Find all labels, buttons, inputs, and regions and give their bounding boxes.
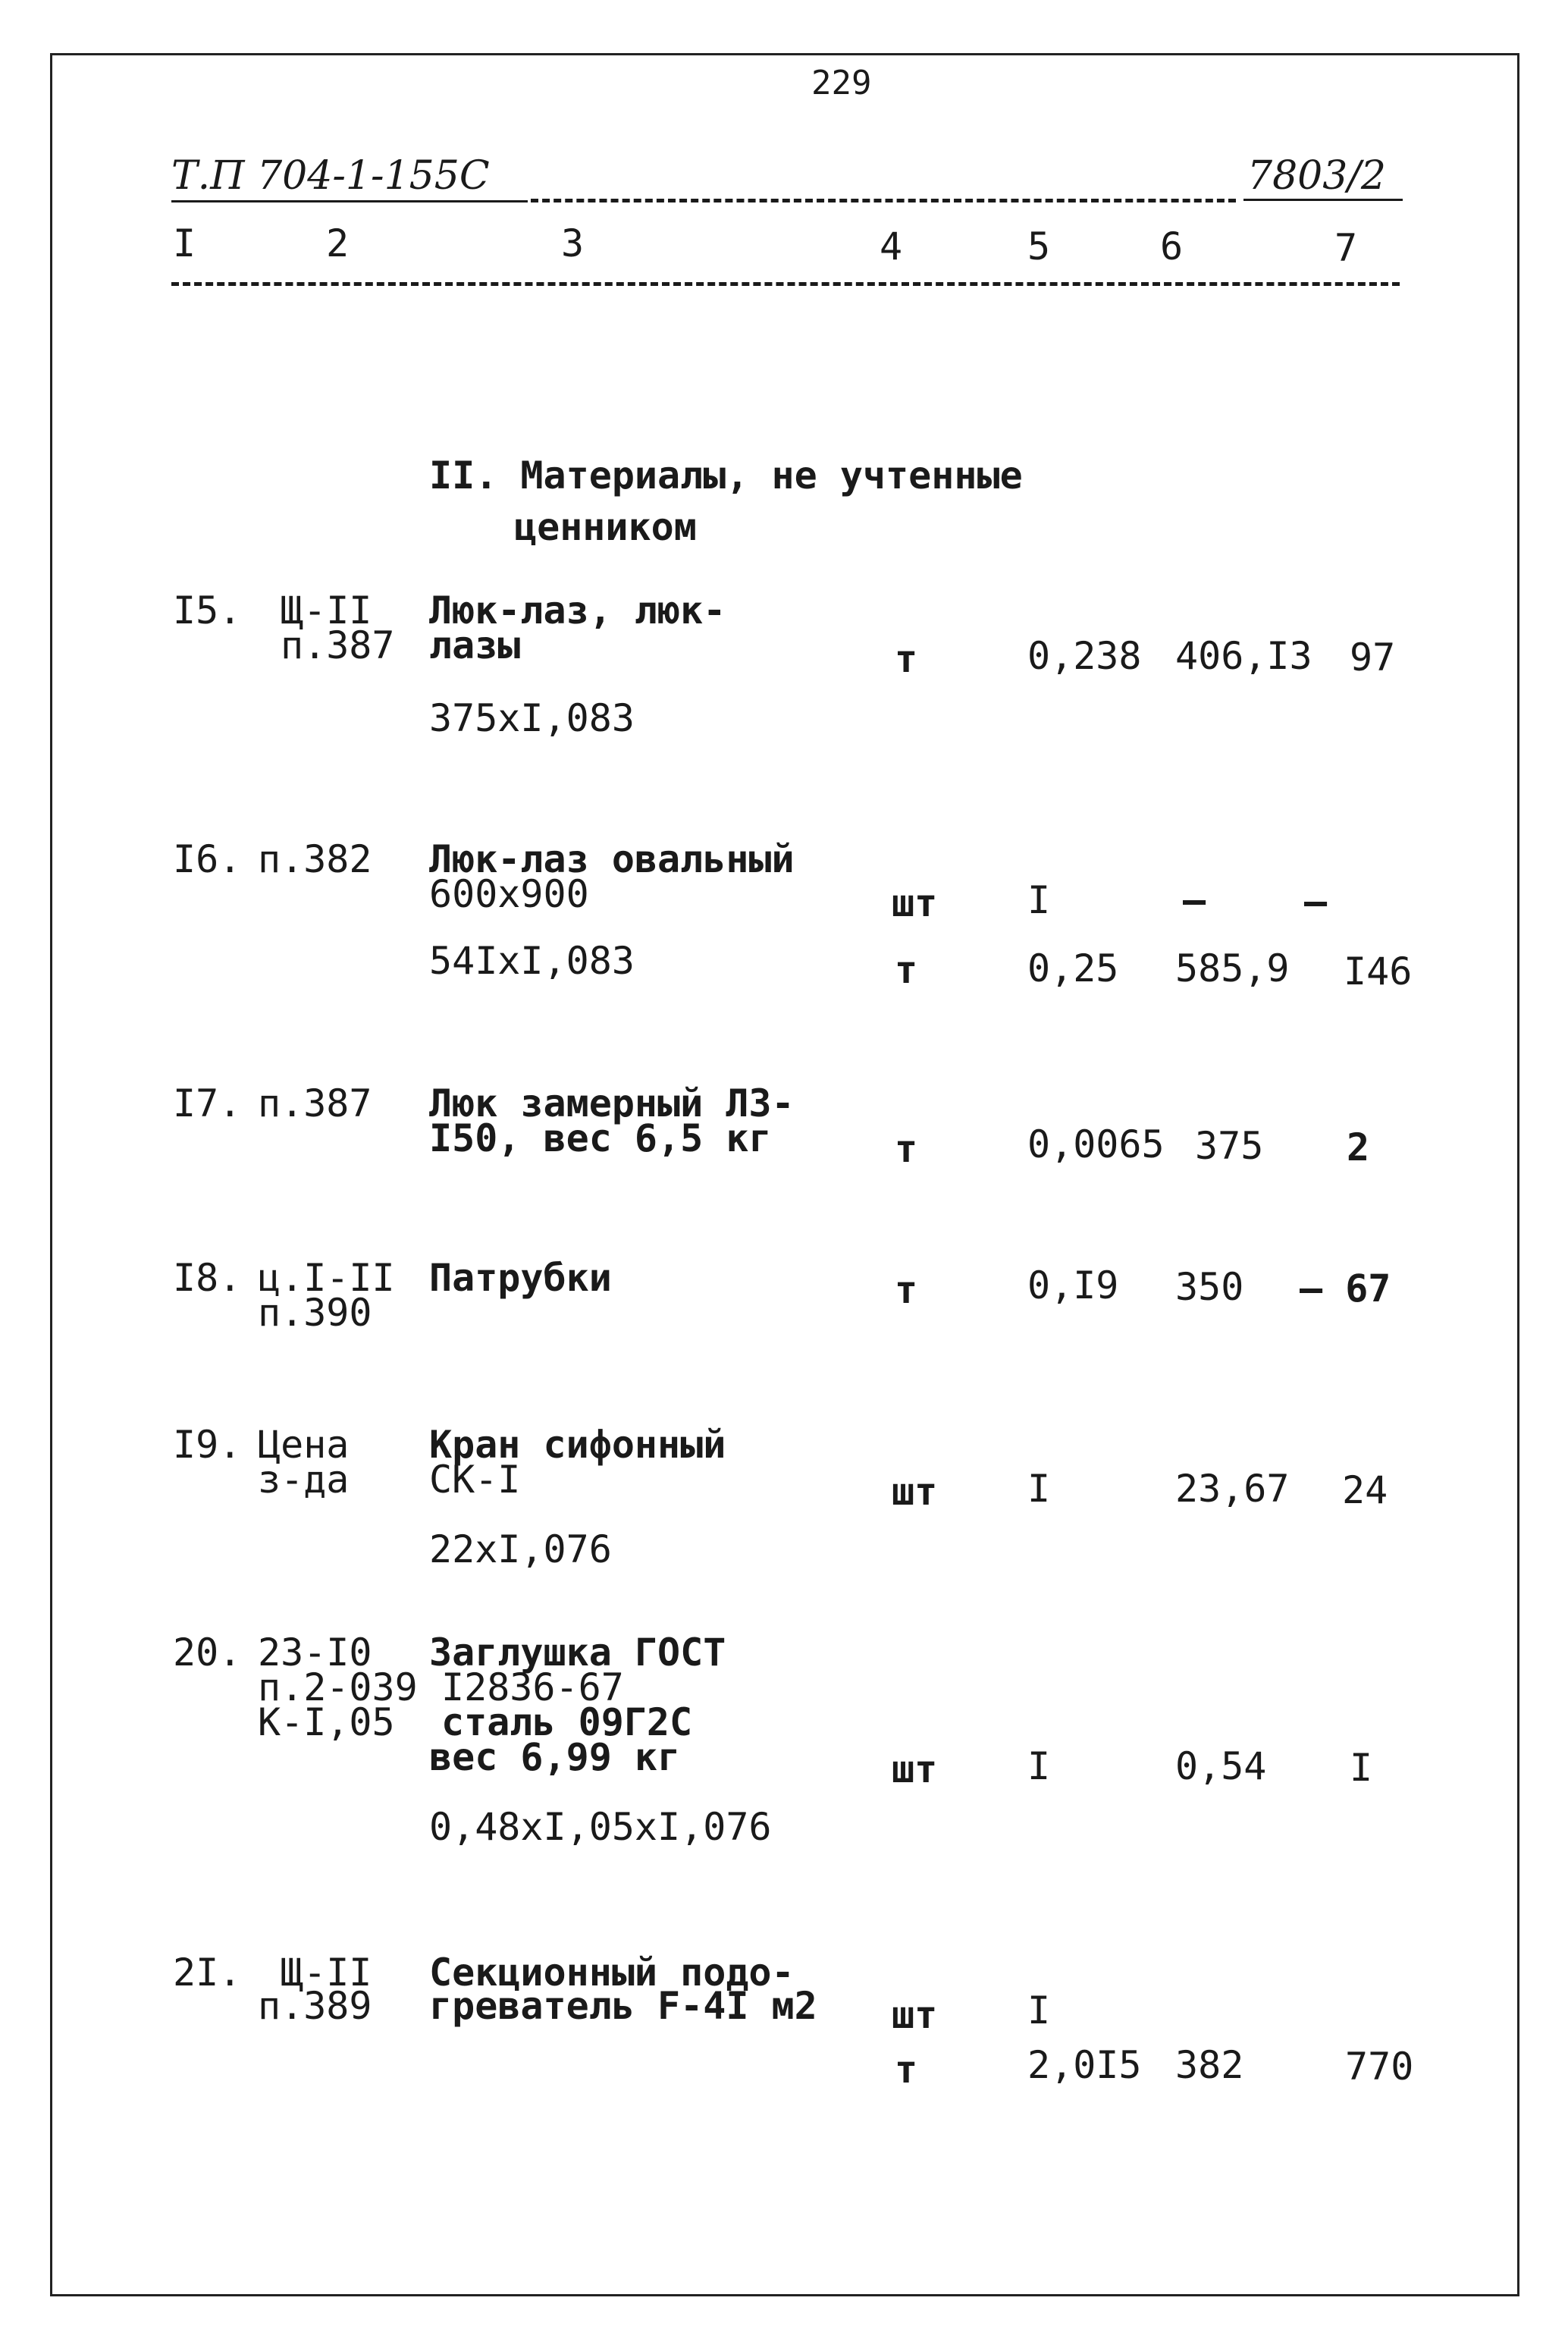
row-number: I5.: [173, 589, 242, 632]
row-price: –: [1183, 878, 1206, 922]
row-price: 375: [1195, 1124, 1264, 1168]
row-reference: 23-I0: [258, 1631, 372, 1675]
row-reference: п.382: [258, 837, 372, 881]
row-quantity: I: [1027, 1467, 1051, 1511]
row-description: греватель F-4I м2: [429, 1984, 817, 2028]
row-reference: К-I,05: [258, 1700, 395, 1744]
row-calculation: 375хI,083: [429, 696, 635, 740]
row-reference: п.390: [258, 1291, 372, 1335]
row-quantity: I: [1027, 878, 1051, 922]
row-quantity: 0,0065: [1027, 1122, 1165, 1166]
section-title-cont: ценником: [514, 505, 697, 549]
row-quantity: I: [1027, 1988, 1051, 2032]
col-3: 3: [561, 221, 585, 265]
row-number: 2I.: [173, 1951, 242, 1995]
section-title: II. Материалы, не учтенные: [429, 454, 1023, 498]
col-6: 6: [1160, 224, 1184, 268]
row-description: 600х900: [429, 872, 589, 916]
row-unit: т: [895, 1268, 918, 1312]
row-quantity: I: [1027, 1744, 1051, 1788]
column-dashed-rule: [171, 282, 1400, 286]
row-quantity: 0,25: [1027, 946, 1119, 990]
row-reference: з-да: [258, 1458, 350, 1502]
code-underline: [171, 200, 528, 202]
row-unit: шт: [892, 881, 938, 925]
row-total: 770: [1345, 2045, 1414, 2089]
sheet-code-underline: [1243, 199, 1403, 201]
row-number: I8.: [173, 1256, 242, 1300]
col-2: 2: [326, 221, 350, 265]
row-description: Патрубки: [429, 1256, 612, 1300]
col-1: I: [173, 221, 196, 265]
row-unit: т: [895, 1127, 918, 1171]
row-reference: Цена: [258, 1423, 350, 1467]
row-reference: ц.I-II: [258, 1256, 395, 1300]
row-unit: шт: [892, 1993, 938, 2037]
row-total: 2: [1347, 1125, 1370, 1169]
row-description: I50, вес 6,5 кг: [429, 1116, 772, 1160]
row-reference: п.389: [258, 1984, 372, 2028]
row-description: I2836-67: [441, 1665, 624, 1709]
row-number: I9.: [173, 1423, 242, 1467]
row-description: вес 6,99 кг: [429, 1735, 681, 1779]
row-number: I7.: [173, 1081, 242, 1125]
row-description: Люк-лаз овальный: [429, 837, 795, 881]
col-4: 4: [880, 224, 903, 268]
row-unit: т: [895, 2048, 918, 2092]
row-price: 585,9: [1175, 946, 1290, 990]
col-5: 5: [1027, 224, 1051, 268]
header-dashed-rule: [531, 199, 1236, 202]
row-quantity: 0,I9: [1027, 1263, 1119, 1307]
row-reference: Щ-II: [281, 1951, 372, 1995]
row-total: – 67: [1300, 1267, 1391, 1310]
row-unit: шт: [892, 1470, 938, 1514]
row-reference: Щ-II: [281, 589, 372, 632]
row-price: 350: [1175, 1265, 1244, 1309]
row-reference: п.387: [258, 1081, 372, 1125]
row-total: 97: [1350, 636, 1396, 680]
col-7: 7: [1334, 226, 1358, 270]
row-description: сталь 09Г2С: [441, 1700, 693, 1744]
row-unit: т: [895, 948, 918, 992]
row-unit: т: [895, 637, 918, 681]
row-price: 406,I3: [1175, 634, 1312, 678]
page-number: 229: [811, 64, 872, 102]
sheet-code: 7803/2: [1247, 153, 1386, 199]
row-total: 24: [1342, 1468, 1388, 1512]
row-description: Кран сифонный: [429, 1423, 726, 1467]
row-total: –: [1304, 880, 1328, 924]
row-price: 382: [1175, 2043, 1244, 2087]
row-description: лазы: [429, 623, 521, 667]
row-calculation: 22хI,076: [429, 1527, 612, 1571]
row-quantity: 0,238: [1027, 634, 1142, 678]
row-price: 0,54: [1175, 1744, 1267, 1788]
row-price: 23,67: [1175, 1467, 1290, 1511]
row-description: Люк замерный ЛЗ-: [429, 1081, 795, 1125]
row-description: Люк-лаз, люк-: [429, 589, 726, 632]
row-reference: п.387: [281, 623, 395, 667]
row-description: Заглушка ГОСТ: [429, 1631, 726, 1675]
row-total: I46: [1344, 949, 1413, 993]
row-quantity: 2,0I5: [1027, 2043, 1142, 2087]
row-unit: шт: [892, 1747, 938, 1791]
row-number: I6.: [173, 837, 242, 881]
row-calculation: 54IхI,083: [429, 939, 635, 983]
row-number: 20.: [173, 1631, 242, 1675]
row-description: Секционный подо-: [429, 1951, 795, 1995]
row-calculation: 0,48хI,05хI,076: [429, 1805, 772, 1849]
row-reference: п.2-039: [258, 1665, 418, 1709]
row-description: CK-I: [429, 1458, 521, 1502]
document-code: Т.П 704-1-155С: [171, 153, 490, 199]
row-total: I: [1350, 1746, 1373, 1790]
